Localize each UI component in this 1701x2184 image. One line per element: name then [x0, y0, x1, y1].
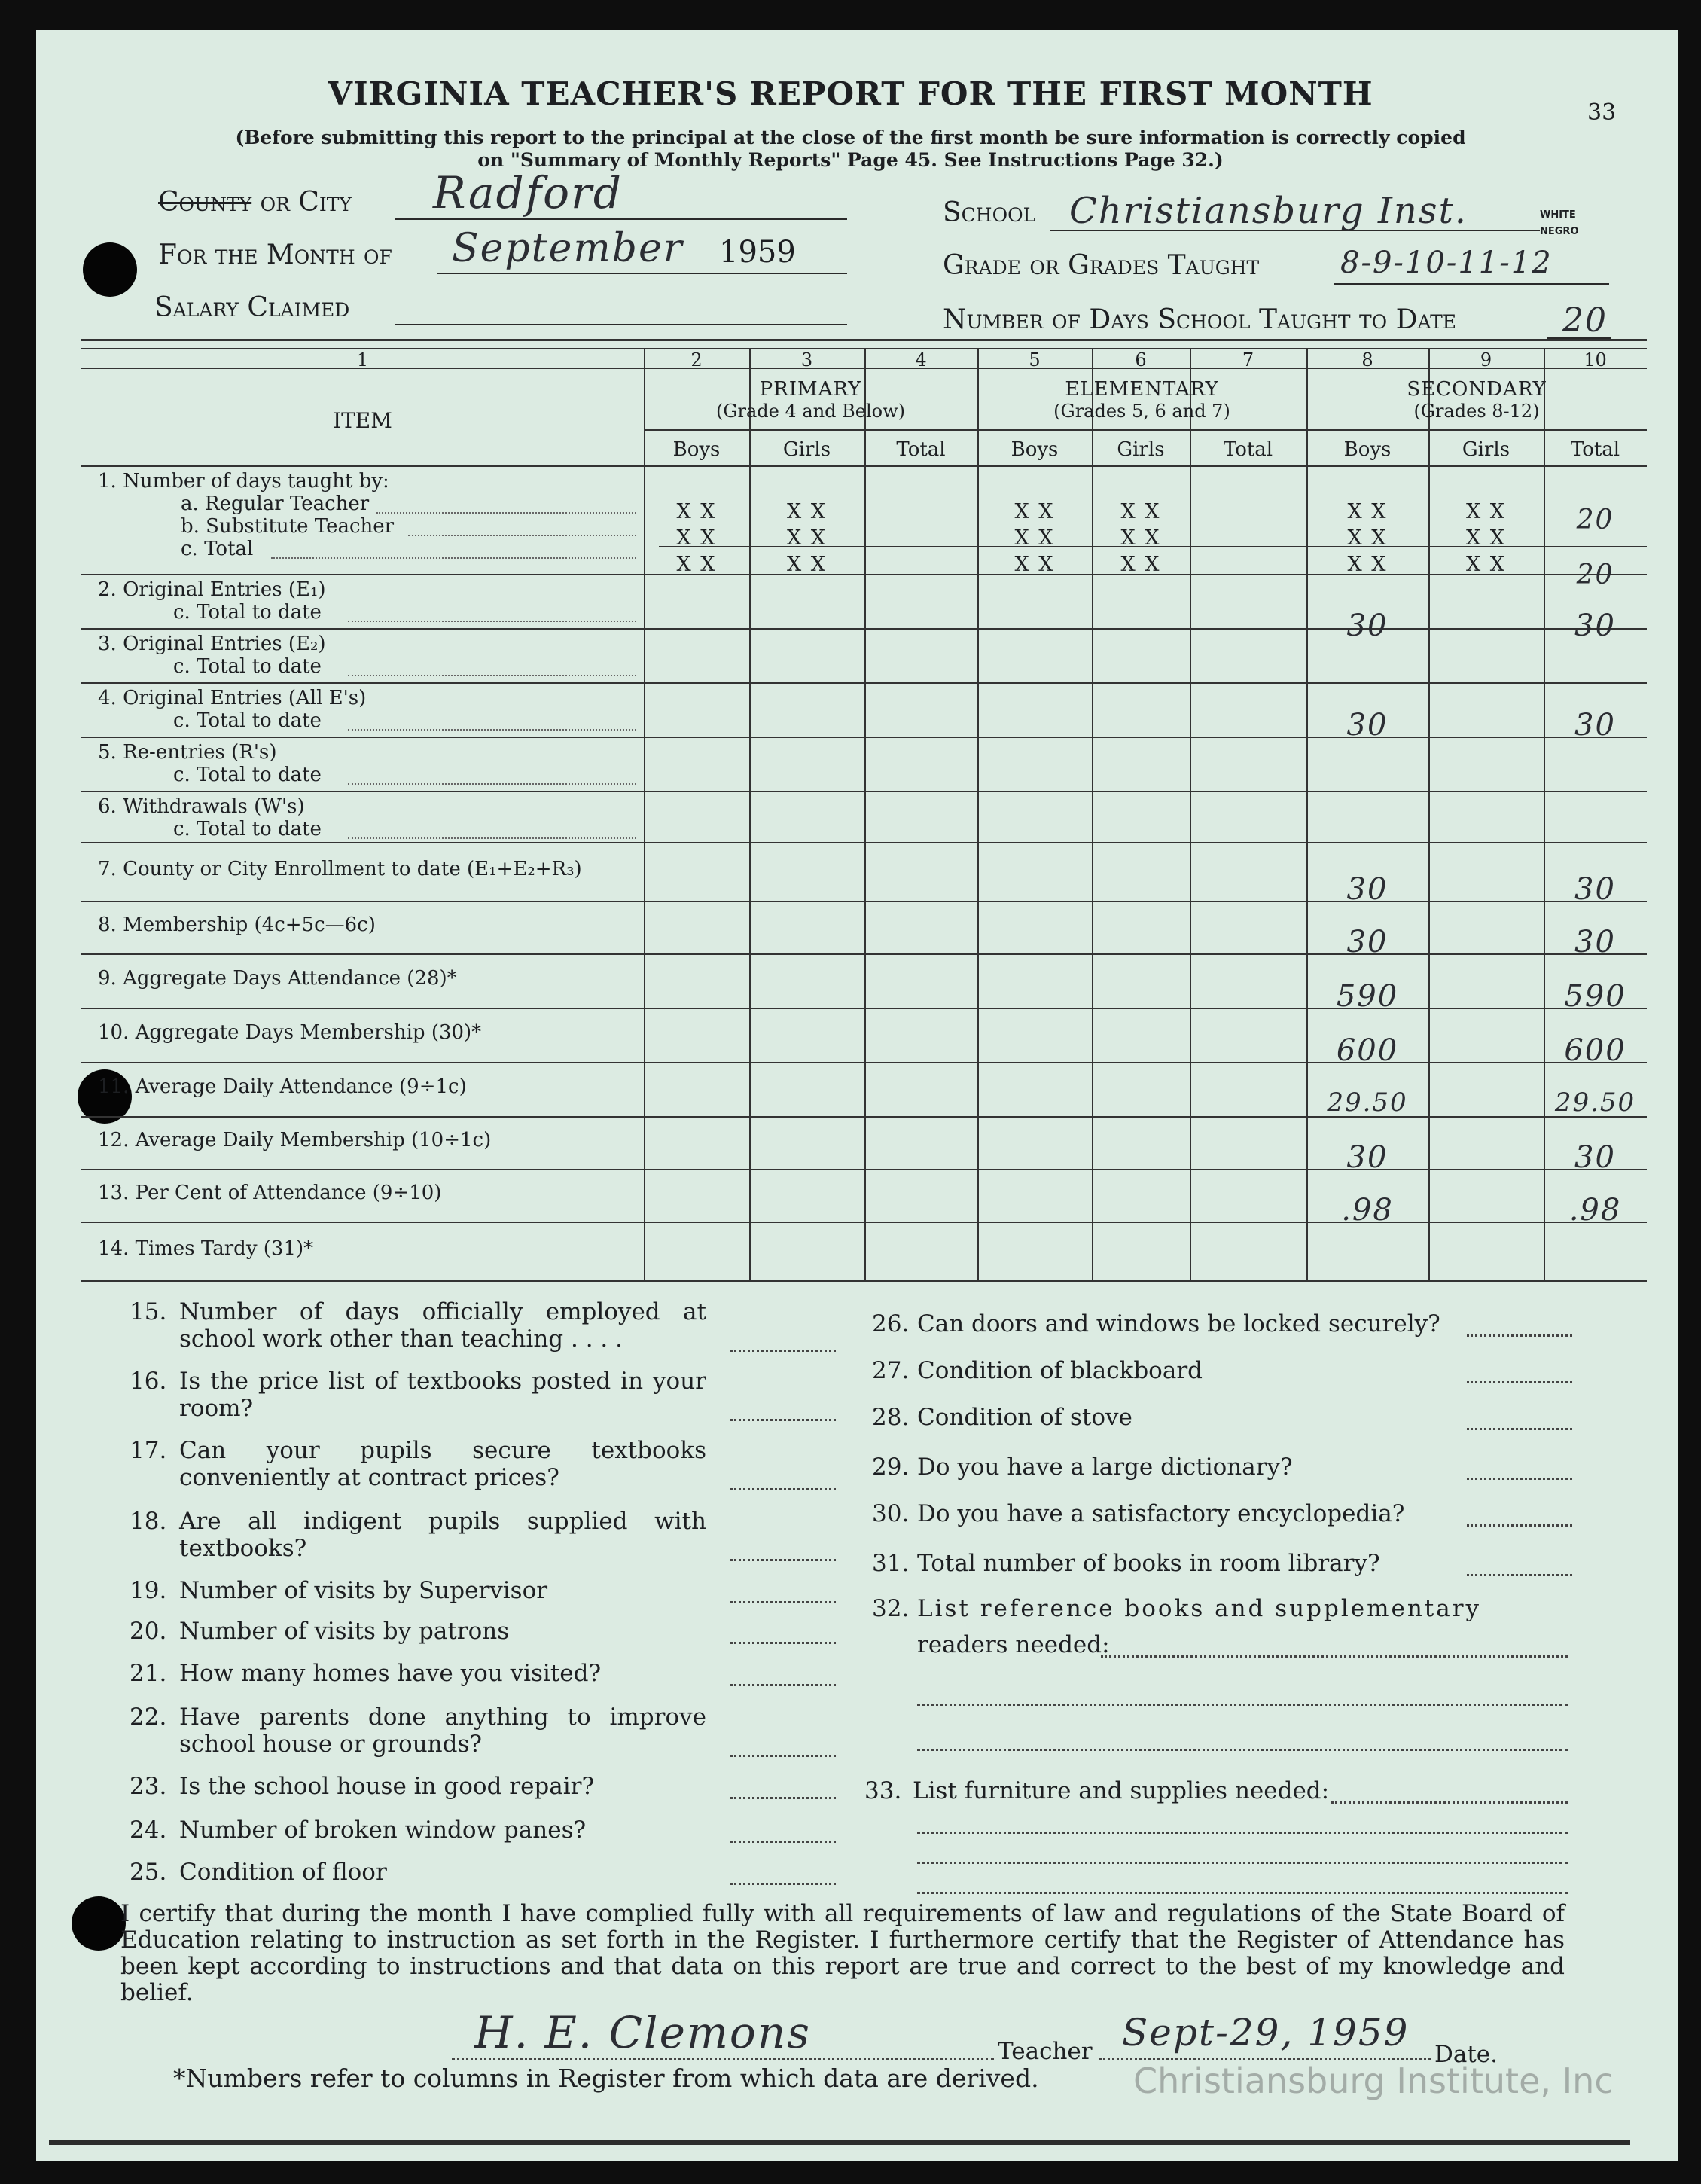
question-text: Number of visits by patrons [179, 1618, 510, 1645]
question-number: 18. [130, 1508, 167, 1535]
subhead-total: Total [1570, 438, 1620, 461]
row-label: c. Total to date [173, 818, 322, 840]
salary-line [395, 324, 847, 325]
column-rule [644, 348, 645, 1280]
month-value: September [452, 226, 684, 271]
leader-dots [348, 675, 636, 676]
days-label: Number of Days School Taught to Date [943, 304, 1457, 335]
grades-line [1334, 283, 1609, 285]
punch-hole-top [83, 242, 137, 297]
county-label-rest: or City [260, 187, 352, 218]
value-r10-boys: 600 [1336, 1033, 1399, 1068]
group-subheader: (Grades 5, 6 and 7) [1053, 401, 1230, 422]
value-r2-boys: 30 [1346, 609, 1389, 643]
column-number: 1 [356, 349, 369, 371]
teacher-label: Teacher [998, 2038, 1093, 2065]
row-label: 14. Times Tardy (31)* [98, 1237, 314, 1260]
table-top-rule [81, 339, 1647, 341]
column-number: 6 [1135, 349, 1147, 371]
value-r9-boys: 590 [1336, 979, 1399, 1014]
xx-mark: X X [676, 553, 717, 576]
answer-line[interactable] [730, 1559, 836, 1561]
grades-label: Grade or Grades Taught [943, 250, 1260, 281]
question-text: Number of days officially employed at school work other than teaching . . . . [179, 1298, 706, 1353]
question-text: How many homes have you visited? [179, 1660, 602, 1687]
question-number: 31. [872, 1550, 910, 1577]
question-number: 26. [872, 1310, 910, 1338]
xx-mark: X X [1120, 553, 1161, 576]
xx-mark: X X [676, 500, 717, 523]
watermark: Christiansburg Institute, Inc [1133, 2060, 1614, 2101]
bottom-rule [49, 2140, 1630, 2145]
certification-text: I certify that during the month I have complied fully with all requirements of law and regulations of the State Board of Education relating to instruction as set forth in the Register. I furthermore certify that the Register of Attendance has been kept according to instructions and that data on this report are true and correct to the best of my knowledge and belief. [120, 1900, 1565, 2006]
row-label: a. Regular Teacher [181, 493, 370, 515]
row-label: 11. Average Daily Attendance (9÷1c) [98, 1075, 467, 1098]
xx-mark: X X [786, 553, 828, 576]
value-r8-boys: 30 [1346, 925, 1389, 959]
column-rule [1190, 348, 1191, 1280]
answer-line[interactable] [730, 1488, 836, 1490]
question-number: 15. [130, 1298, 167, 1325]
column-number: 7 [1242, 349, 1254, 371]
answer-line[interactable] [730, 1642, 836, 1644]
county-line [395, 218, 847, 220]
subhead-boys: Boys [1343, 438, 1392, 461]
leader-dots [348, 837, 636, 839]
question-text: List furniture and supplies needed: [913, 1777, 1330, 1804]
xx-mark: X X [1347, 526, 1388, 550]
group-header-primary: PRIMARY [759, 378, 862, 401]
group-header-secondary: SECONDARY [1407, 378, 1547, 401]
row-rule [81, 842, 1647, 843]
footnote: *Numbers refer to columns in Register from which data are derived. [173, 2064, 1039, 2093]
school-label: School [943, 197, 1036, 228]
month-label: For the Month of [158, 239, 392, 270]
value-r7-total: 30 [1574, 872, 1616, 907]
column-rule [1092, 348, 1093, 1280]
column-number: 10 [1584, 349, 1607, 371]
answer-line[interactable] [730, 1841, 836, 1843]
question-number: 24. [130, 1816, 167, 1844]
race-white: WHITE [1540, 209, 1576, 221]
column-number: 4 [915, 349, 927, 371]
xx-mark: X X [1014, 553, 1055, 576]
question-text: Can your pupils secure textbooks conveniently at contract prices? [179, 1437, 706, 1491]
leader-dots [408, 535, 636, 536]
answer-line[interactable] [730, 1601, 836, 1603]
answer-line[interactable] [1467, 1574, 1572, 1576]
subhead-top-rule [644, 429, 1647, 431]
blank-answer-line[interactable] [917, 1832, 1568, 1834]
column-number: 9 [1480, 349, 1492, 371]
question-number: 33. [864, 1777, 902, 1804]
xx-mark: X X [1465, 500, 1507, 523]
subhead-boys: Boys [1011, 438, 1059, 461]
xx-mark: X X [1014, 500, 1055, 523]
table-bottom-rule [81, 1280, 1647, 1282]
value-r9-total: 590 [1564, 979, 1626, 1014]
blank-answer-line[interactable] [917, 1892, 1568, 1894]
grades-value: 8-9-10-11-12 [1340, 246, 1553, 280]
question-number: 22. [130, 1704, 167, 1731]
question-number: 32. [872, 1595, 910, 1622]
county-label-struck: County [158, 187, 252, 218]
question-number: 27. [872, 1357, 910, 1384]
question-text: Are all indigent pupils supplied with textbooks? [179, 1508, 706, 1562]
answer-line[interactable] [730, 1419, 836, 1421]
row-label: 13. Per Cent of Attendance (9÷10) [98, 1182, 442, 1204]
row-label: 4. Original Entries (All E's) [98, 687, 367, 709]
row-label: 12. Average Daily Membership (10÷1c) [98, 1129, 492, 1151]
question-number: 29. [872, 1453, 910, 1481]
subhead-total: Total [896, 438, 946, 461]
xx-mark: X X [1465, 526, 1507, 550]
leader-dots [376, 512, 636, 514]
column-rule [864, 348, 866, 1280]
answer-line[interactable] [730, 1684, 836, 1686]
question-text: Number of visits by Supervisor [179, 1577, 548, 1604]
item-header: ITEM [333, 408, 392, 433]
school-value: Christiansburg Inst. [1069, 190, 1468, 232]
year-value [719, 235, 796, 270]
blank-answer-line[interactable] [917, 1749, 1568, 1751]
question-number: 20. [130, 1618, 167, 1645]
answer-line[interactable] [1467, 1334, 1572, 1337]
column-number: 2 [690, 349, 703, 371]
value-r12-boys: 30 [1346, 1140, 1389, 1175]
county-label [158, 187, 352, 218]
question-text: List reference books and supplementary [917, 1595, 1482, 1622]
row-label: 2. Original Entries (E₁) [98, 578, 326, 601]
salary-label: Salary Claimed [154, 292, 350, 323]
row-label: 3. Original Entries (E₂) [98, 633, 326, 655]
row-label: c. Total to date [173, 655, 322, 678]
question-text: Condition of blackboard [917, 1357, 1203, 1384]
xx-mark: X X [1347, 553, 1388, 576]
row-label: 10. Aggregate Days Membership (30)* [98, 1021, 482, 1044]
subhead-girls: Girls [1462, 438, 1510, 461]
punch-hole-bottom [72, 1896, 126, 1951]
subtitle-line-1: (Before submitting this report to the principal at the close of the first month be sure information is correctly copied [235, 127, 1466, 148]
subhead-boys: Boys [672, 438, 721, 461]
blank-answer-line[interactable] [917, 1704, 1568, 1706]
value-r1a-total: 20 [1576, 505, 1614, 535]
row-label: 7. County or City Enrollment to date (E₁+E₂+R₃) [98, 858, 582, 880]
value-r13-boys: .98 [1341, 1193, 1394, 1228]
answer-line[interactable] [730, 1350, 836, 1352]
answer-line[interactable] [1467, 1428, 1572, 1430]
question-number: 28. [872, 1404, 910, 1431]
question-text: Condition of stove [917, 1404, 1132, 1431]
question-text: Total number of books in room library? [917, 1550, 1380, 1577]
group-header-elementary: ELEMENTARY [1065, 378, 1219, 401]
page-number: 33 [1587, 99, 1617, 126]
question-text: Have parents done anything to improve school house or grounds? [179, 1704, 706, 1758]
question-text: Is the price list of textbooks posted in your room? [179, 1368, 706, 1422]
question-text: Condition of floor [179, 1859, 387, 1886]
year-text: 1959 [719, 235, 796, 270]
question-text: Do you have a large dictionary? [917, 1453, 1293, 1481]
row-label: 1. Number of days taught by: [98, 470, 389, 493]
subhead-total: Total [1223, 438, 1273, 461]
answer-line[interactable] [1467, 1478, 1572, 1480]
question-number: 19. [130, 1577, 167, 1604]
question-text: Do you have a satisfactory encyclopedia? [917, 1500, 1405, 1527]
answer-line[interactable] [1467, 1524, 1572, 1527]
signature-line [452, 2058, 994, 2060]
column-rule [977, 348, 979, 1280]
xx-mark: X X [1120, 526, 1161, 550]
answer-line[interactable] [1101, 1655, 1568, 1658]
xx-mark: X X [1347, 500, 1388, 523]
question-number: 17. [130, 1437, 167, 1464]
column-number: 8 [1361, 349, 1373, 371]
leader-dots [271, 557, 636, 559]
value-r12-total: 30 [1574, 1140, 1616, 1175]
question-text: Number of broken window panes? [179, 1816, 587, 1844]
question-number: 30. [872, 1500, 910, 1527]
question-number: 23. [130, 1773, 167, 1800]
row-label: c. Total to date [173, 709, 322, 732]
value-r4-total: 30 [1574, 708, 1616, 743]
answer-line[interactable] [730, 1755, 836, 1757]
question-number: 16. [130, 1368, 167, 1395]
question-text: readers needed: [917, 1631, 1110, 1658]
leader-dots [348, 621, 636, 622]
subhead-girls: Girls [782, 438, 831, 461]
column-number: 3 [800, 349, 813, 371]
answer-line[interactable] [1467, 1381, 1572, 1383]
row-label: c. Total [181, 538, 254, 560]
date-label: Date. [1434, 2041, 1498, 2068]
column-rule [749, 348, 751, 1280]
row-label: 8. Membership (4c+5c—6c) [98, 914, 376, 936]
row-label: c. Total to date [173, 764, 322, 786]
answer-line[interactable] [1331, 1801, 1568, 1804]
column-number: 5 [1029, 349, 1041, 371]
days-value: 20 [1562, 301, 1608, 340]
value-r7-boys: 30 [1346, 872, 1389, 907]
question-number: 21. [130, 1660, 167, 1687]
group-subheader: (Grades 8-12) [1413, 401, 1540, 422]
value-r11-total: 29.50 [1554, 1087, 1636, 1118]
group-subheader: (Grade 4 and Below) [715, 401, 906, 422]
month-line [437, 273, 847, 274]
xx-mark: X X [1014, 526, 1055, 550]
xx-mark: X X [676, 526, 717, 550]
teacher-signature: H. E. Clemons [474, 2007, 811, 2058]
question-text: Is the school house in good repair? [179, 1773, 595, 1800]
race-negro: NEGRO [1540, 226, 1579, 237]
row-label: 9. Aggregate Days Attendance (28)* [98, 967, 457, 990]
answer-line[interactable] [730, 1797, 836, 1799]
leader-dots [348, 783, 636, 785]
xx-mark: X X [1120, 500, 1161, 523]
county-value: Radford [433, 167, 623, 218]
row-label: b. Substitute Teacher [181, 515, 395, 538]
value-r10-total: 600 [1564, 1033, 1626, 1068]
subhead-girls: Girls [1117, 438, 1165, 461]
value-r8-total: 30 [1574, 925, 1616, 959]
row-label: 6. Withdrawals (W's) [98, 795, 305, 818]
page-title: VIRGINIA TEACHER'S REPORT FOR THE FIRST MONTH [328, 75, 1373, 112]
row-rule [81, 682, 1647, 684]
blank-answer-line[interactable] [917, 1862, 1568, 1864]
date-value: Sept-29, 1959 [1122, 2011, 1410, 2054]
column-rule [1428, 348, 1430, 1280]
question-number: 25. [130, 1859, 167, 1886]
question-text: Can doors and windows be locked securely? [917, 1310, 1440, 1338]
value-r13-total: .98 [1568, 1193, 1622, 1228]
row-label: 5. Re-entries (R's) [98, 741, 277, 764]
xx-mark: X X [786, 526, 828, 550]
xx-mark: X X [1465, 553, 1507, 576]
answer-line[interactable] [730, 1883, 836, 1885]
xx-mark: X X [786, 500, 828, 523]
value-r1c-total: 20 [1576, 560, 1614, 590]
subtitle-line-2: on "Summary of Monthly Reports" Page 45. See Instructions Page 32.) [477, 149, 1224, 171]
value-r11-boys: 29.50 [1327, 1087, 1408, 1118]
value-r4-boys: 30 [1346, 708, 1389, 743]
row-label: c. Total to date [173, 601, 322, 624]
leader-dots [348, 729, 636, 731]
row-rule [81, 791, 1647, 792]
value-r2-total: 30 [1574, 609, 1616, 643]
